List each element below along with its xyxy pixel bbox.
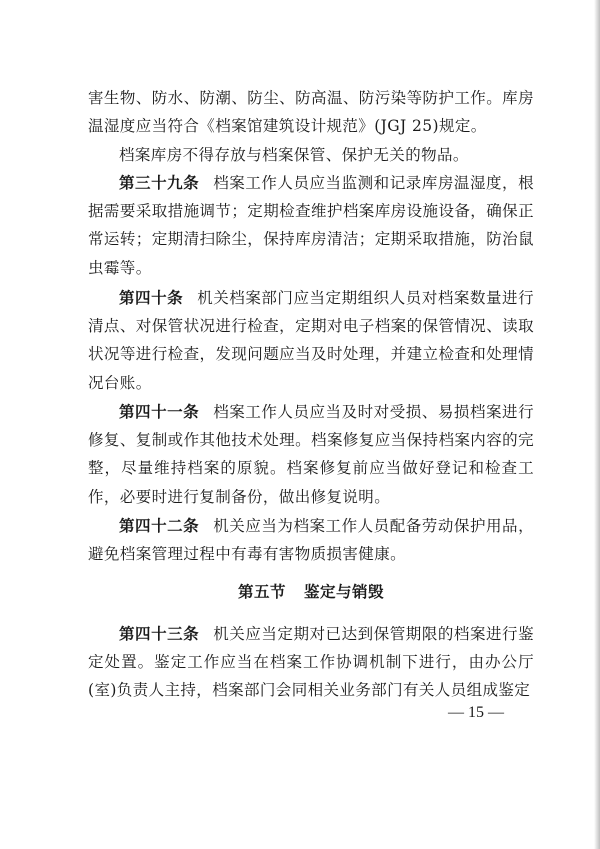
paragraph-storage-restriction: 档案库房不得存放与档案保管、保护无关的物品。 [119, 146, 469, 164]
article-43 [88, 620, 534, 705]
section-number: 第五节 [237, 583, 286, 601]
scan-edge-shadow [594, 0, 600, 849]
article-42 [88, 512, 534, 568]
article-41 [88, 398, 534, 511]
article-39-label: 第三十九条 [119, 174, 200, 192]
article-42-label: 第四十二条 [119, 517, 200, 535]
article-39 [88, 169, 534, 282]
article-43-label: 第四十三条 [119, 625, 200, 643]
article-40-text: 机关档案部门应当定期组织人员对档案数量进行清点、对保管状况进行检查，定期对电子档案的保管情况、读取状况等进行检查，发现问题应当及时处理，并建立检查和处理情况台账。 [88, 289, 534, 392]
section-title: 鉴定与销毁 [304, 583, 385, 601]
article-40-label: 第四十条 [119, 289, 184, 307]
article-43-text: 机关应当定期对已达到保管期限的档案进行鉴定处置。鉴定工作应当在档案工作协调机制下进行，由办公厅(室)负责人主持，档案部门会同相关业务部门有关人员组成鉴定 [88, 625, 534, 700]
page-number: — 15 — [448, 704, 504, 721]
section-heading [88, 578, 534, 606]
article-41-label: 第四十一条 [119, 403, 200, 421]
article-39-text: 档案工作人员应当监测和记录库房温湿度，根据需要采取措施调节；定期检查维护档案库房设施设备，确保正常运转；定期清扫除尘，保持库房清洁；定期采取措施，防治鼠虫霉等。 [88, 174, 534, 277]
paragraph-storage-environment: 害生物、防水、防潮、防尘、防高温、防污染等防护工作。库房温湿度应当符合《档案馆建筑设计规范》(JGJ 25)规定。 [88, 89, 534, 136]
article-42-text: 机关应当为档案工作人员配备劳动保护用品，避免档案管理过程中有毒有害物质损害健康。 [88, 517, 534, 564]
article-41-text: 档案工作人员应当及时对受损、易损档案进行修复、复制或作其他技术处理。档案修复应当保持档案内容的完整，尽量维持档案的原貌。档案修复前应当做好登记和检查工作，必要时进行复制备份，做出修复说明。 [88, 403, 534, 506]
article-40 [88, 284, 534, 397]
